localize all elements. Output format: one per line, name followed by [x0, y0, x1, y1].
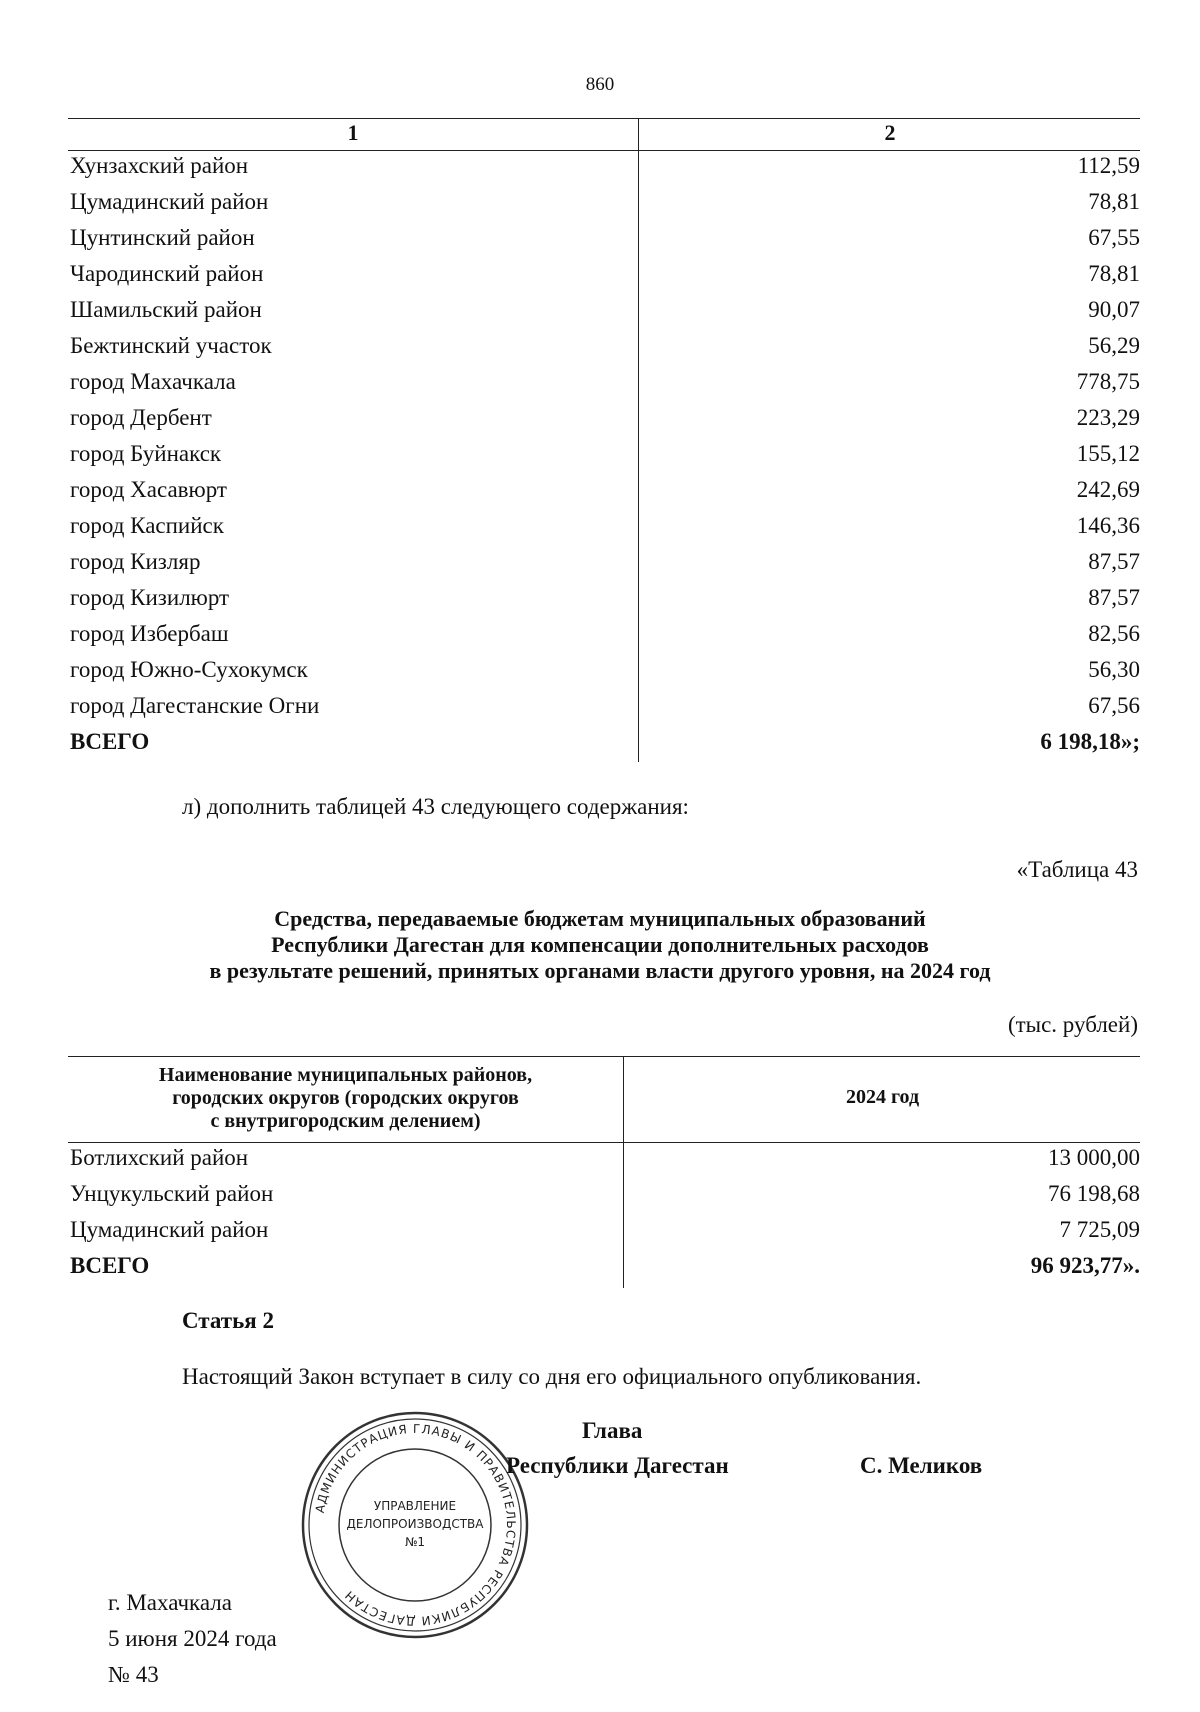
title-line: Республики Дагестан для компенсации дополнительных расходов — [271, 932, 929, 957]
table43-label: «Таблица 43 — [1016, 857, 1138, 882]
row-value: 78,81 — [1088, 189, 1140, 214]
header-line: Наименование муниципальных районов, — [158, 1064, 533, 1086]
law-number: № 43 — [108, 1662, 159, 1687]
title-line: Средства, передаваемые бюджетам муниципальных образований — [274, 906, 926, 931]
row-name: Ботлихский район — [70, 1145, 249, 1170]
row-value: 13 000,00 — [1048, 1145, 1140, 1170]
table-total-row — [70, 729, 1140, 765]
row-name: Бежтинский участок — [70, 333, 272, 358]
row-value: 146,36 — [1076, 513, 1140, 538]
signature-title-line2: Республики Дагестан — [506, 1453, 729, 1478]
table-row — [70, 549, 1140, 585]
table-row — [70, 585, 1140, 621]
signatory-name: С. Меликов — [860, 1453, 983, 1478]
row-value: 67,56 — [1088, 693, 1140, 718]
table1-top-border — [68, 118, 1140, 119]
row-name: Хунзахский район — [70, 153, 249, 178]
table43-header-border — [68, 1142, 1140, 1143]
instruction-text: л) дополнить таблицей 43 следующего содержания: — [182, 794, 689, 819]
table43-title — [0, 906, 1200, 984]
official-stamp — [300, 1410, 530, 1640]
row-name: город Избербаш — [70, 621, 229, 646]
table-row — [70, 441, 1140, 477]
row-value: 223,29 — [1076, 405, 1140, 430]
row-name: Цунтинский район — [70, 225, 255, 250]
row-name: Цумадинский район — [70, 1217, 269, 1242]
table43-col2-header: 2024 год — [845, 1086, 920, 1108]
table-total-row — [70, 1253, 1140, 1289]
date: 5 июня 2024 года — [108, 1626, 277, 1651]
table-row — [70, 1145, 1140, 1181]
row-value: 82,56 — [1088, 621, 1140, 646]
row-value: 56,29 — [1088, 333, 1140, 358]
stamp-inner-line1: УПРАВЛЕНИЕ — [373, 1499, 457, 1513]
row-name: Цумадинский район — [70, 189, 269, 214]
table-row — [70, 693, 1140, 729]
place-date-block — [108, 1585, 277, 1693]
table-row — [70, 297, 1140, 333]
table43-col1-header — [68, 1064, 623, 1133]
stamp-outer-text: АДМИНИСТРАЦИЯ ГЛАВЫ И ПРАВИТЕЛЬСТВА РЕСПУБЛИКИ ДАГЕСТАН — [312, 1421, 519, 1629]
row-value: 90,07 — [1088, 297, 1140, 322]
row-name: город Хасавюрт — [70, 477, 227, 502]
row-name: Унцукульский район — [70, 1181, 274, 1206]
row-name: Чародинский район — [70, 261, 264, 286]
header-line: городских округов (городских округов — [172, 1087, 519, 1109]
title-line: в результате решений, принятых органами власти другого уровня, на 2024 год — [209, 958, 991, 983]
row-value: 155,12 — [1076, 441, 1140, 466]
units-label: (тыс. рублей) — [1007, 1012, 1138, 1037]
row-name: город Кизилюрт — [70, 585, 230, 610]
stamp-inner-line3: №1 — [404, 1535, 426, 1549]
row-name: Шамильский район — [70, 297, 262, 322]
table-row — [70, 225, 1140, 261]
row-name: город Южно-Сухокумск — [70, 657, 308, 682]
row-value: 56,30 — [1088, 657, 1140, 682]
table1-header-border — [68, 150, 1140, 151]
table-row — [70, 369, 1140, 405]
row-name: город Каспийск — [70, 513, 224, 538]
row-value: 778,75 — [1076, 369, 1140, 394]
row-value: 76 198,68 — [1048, 1181, 1140, 1206]
row-value: 112,59 — [1077, 153, 1140, 178]
table-row — [70, 333, 1140, 369]
article-heading: Статья 2 — [182, 1308, 274, 1333]
page-number: 860 — [585, 74, 615, 95]
total-value: 6 198,18»; — [1040, 729, 1140, 754]
table-row — [70, 513, 1140, 549]
article-text: Настоящий Закон вступает в силу со дня его официального опубликования. — [182, 1364, 922, 1389]
table-row — [70, 261, 1140, 297]
row-name: город Дагестанские Огни — [70, 693, 320, 718]
table43-top-border — [68, 1056, 1140, 1057]
city: г. Махачкала — [108, 1590, 232, 1615]
row-value: 87,57 — [1088, 585, 1140, 610]
total-value: 96 923,77». — [1030, 1253, 1140, 1278]
table-row — [70, 405, 1140, 441]
table1-col1-header: 1 — [347, 120, 359, 145]
table-row — [70, 1181, 1140, 1217]
row-name: город Буйнакск — [70, 441, 222, 466]
table-row — [70, 657, 1140, 693]
row-value: 87,57 — [1088, 549, 1140, 574]
row-value: 78,81 — [1088, 261, 1140, 286]
row-value: 7 725,09 — [1059, 1217, 1140, 1242]
signature-title-line1: Глава — [582, 1418, 643, 1443]
table1-col2-header: 2 — [884, 120, 896, 145]
table-row — [70, 153, 1140, 189]
table-row — [70, 1217, 1140, 1253]
stamp-inner-line2: ДЕЛОПРОИЗВОДСТВА — [346, 1517, 484, 1531]
table-row — [70, 477, 1140, 513]
table-row — [70, 189, 1140, 225]
row-name: город Дербент — [70, 405, 212, 430]
row-value: 67,55 — [1088, 225, 1140, 250]
row-name: город Кизляр — [70, 549, 201, 574]
row-name: город Махачкала — [70, 369, 236, 394]
header-line: с внутригородским делением) — [210, 1110, 481, 1132]
total-label: ВСЕГО — [70, 729, 150, 754]
table-row — [70, 621, 1140, 657]
row-value: 242,69 — [1076, 477, 1140, 502]
total-label: ВСЕГО — [70, 1253, 150, 1278]
